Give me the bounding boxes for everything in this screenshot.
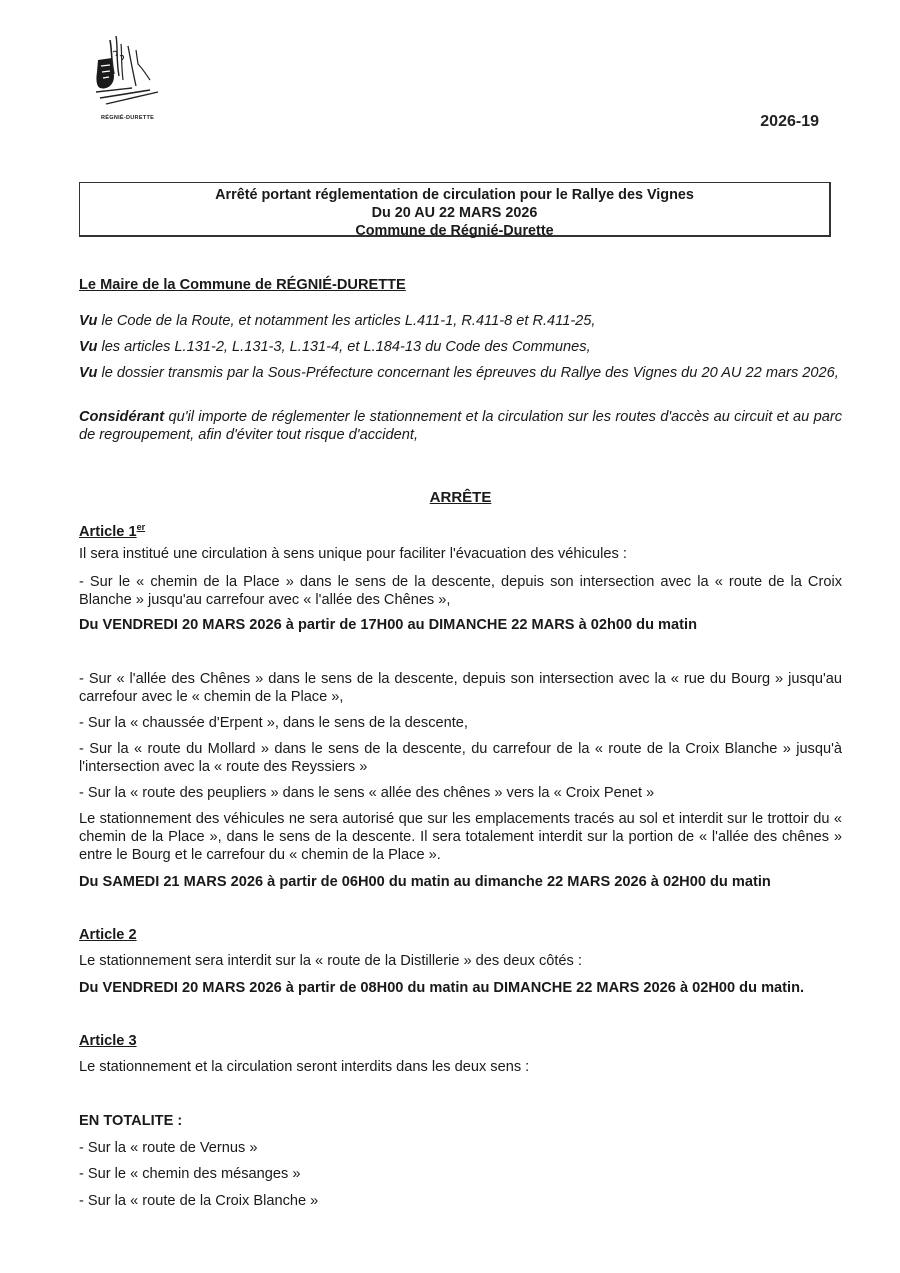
article-1-heading — [79, 523, 842, 541]
considerant-text: qu'il importe de réglementer le stationnement et la circulation sur les routes d'accès au circuit et au parc de regroupement, afin d'éviter tout risque d'accident, — [79, 409, 842, 443]
vu-keyword: Vu — [79, 365, 98, 381]
list-item: - Sur la « route de la Croix Blanche » — [79, 1193, 319, 1209]
article-1-item-1: - Sur le « chemin de la Place » dans le sens de la descente, depuis son intersection avec la « route de la Croix Blanche » jusqu'au carrefour avec « l'allée des Chênes », — [79, 574, 842, 608]
article-2-text: Le stationnement sera interdit sur la « route de la Distillerie » des deux côtés : — [79, 953, 582, 969]
considerant-keyword: Considérant — [79, 409, 165, 425]
article-2-heading: Article 2 — [79, 927, 137, 943]
vu-text: les articles L.131-2, L.131-3, L.131-4, et L.184-13 du Code des Communes, — [97, 339, 591, 355]
vu-keyword: Vu — [79, 339, 98, 355]
vu-paragraph-1 — [79, 312, 842, 330]
vu-paragraph-2 — [79, 338, 842, 356]
article-3-text: Le stationnement et la circulation seront interdits dans les deux sens : — [79, 1059, 530, 1075]
article-1-item-4: - Sur la « route du Mollard » dans le sens de la descente, du carrefour de la « route de la Croix Blanche » jusqu'à l'intersection avec la « route des Reyssiers » — [79, 741, 842, 775]
title-line-2: Du 20 AU 22 MARS 2026 — [371, 205, 538, 221]
vu-paragraph-3 — [79, 364, 842, 382]
list-item: - Sur la « route de Vernus » — [79, 1140, 258, 1156]
article-1-intro: Il sera institué une circulation à sens unique pour faciliter l'évacuation des véhicules : — [79, 546, 627, 562]
logo-caption: RÉGNIÉ-DURETTE — [101, 115, 155, 121]
considerant-paragraph — [79, 408, 842, 444]
article-1-date-2: Du SAMEDI 21 MARS 2026 à partir de 06H00 du matin au dimanche 22 MARS 2026 à 02H00 du matin — [79, 874, 771, 890]
vu-text: le dossier transmis par la Sous-Préfecture concernant les épreuves du Rallye des Vignes du 20 AU 22 mars 2026, — [97, 365, 839, 381]
article-1-item-2: - Sur « l'allée des Chênes » dans le sens de la descente, depuis son intersection avec la « rue du Bourg » jusqu'au carrefour avec le « chemin de la Place », — [79, 671, 842, 705]
mayor-heading: Le Maire de la Commune de RÉGNIÉ-DURETTE — [79, 277, 406, 293]
article-3-heading: Article 3 — [79, 1033, 137, 1049]
title-line-3: Commune de Régnié-Durette — [355, 223, 554, 239]
document-number: 2026-19 — [760, 113, 819, 130]
article-1-item-3: - Sur la « chaussée d'Erpent », dans le sens de la descente, — [79, 715, 468, 731]
article-1-parking: Le stationnement des véhicules ne sera autorisé que sur les emplacements tracés au sol et interdit sur le trottoir du « chemin de la Place », dans le sens de la descente. Il sera totalement interdit sur la portion de « l'allée des chênes » entre le Bourg et le carrefour du « chemin de la Place ». — [79, 811, 842, 863]
vu-text: le Code de la Route, et notamment les articles L.411-1, R.411-8 et R.411-25, — [97, 313, 596, 329]
title-box — [79, 182, 831, 237]
article-1-heading-text: Article 1 — [79, 524, 137, 540]
article-2-date: Du VENDREDI 20 MARS 2026 à partir de 08H00 du matin au DIMANCHE 22 MARS 2026 à 02H00 du matin. — [79, 980, 805, 996]
article-3-totalite: EN TOTALITE : — [79, 1113, 183, 1129]
title-line-1: Arrêté portant réglementation de circulation pour le Rallye des Vignes — [215, 187, 694, 203]
article-1-heading-sup: er — [136, 522, 146, 533]
arrete-heading: ARRÊTE — [429, 489, 492, 506]
list-item: - Sur le « chemin des mésanges » — [79, 1166, 301, 1182]
article-1-date-1: Du VENDREDI 20 MARS 2026 à partir de 17H00 au DIMANCHE 22 MARS à 02h00 du matin — [79, 617, 697, 633]
article-1-item-5: - Sur la « route des peupliers » dans le sens « allée des chênes » vers la « Croix Penet » — [79, 785, 655, 801]
vu-keyword: Vu — [79, 313, 98, 329]
commune-logo — [92, 30, 166, 122]
